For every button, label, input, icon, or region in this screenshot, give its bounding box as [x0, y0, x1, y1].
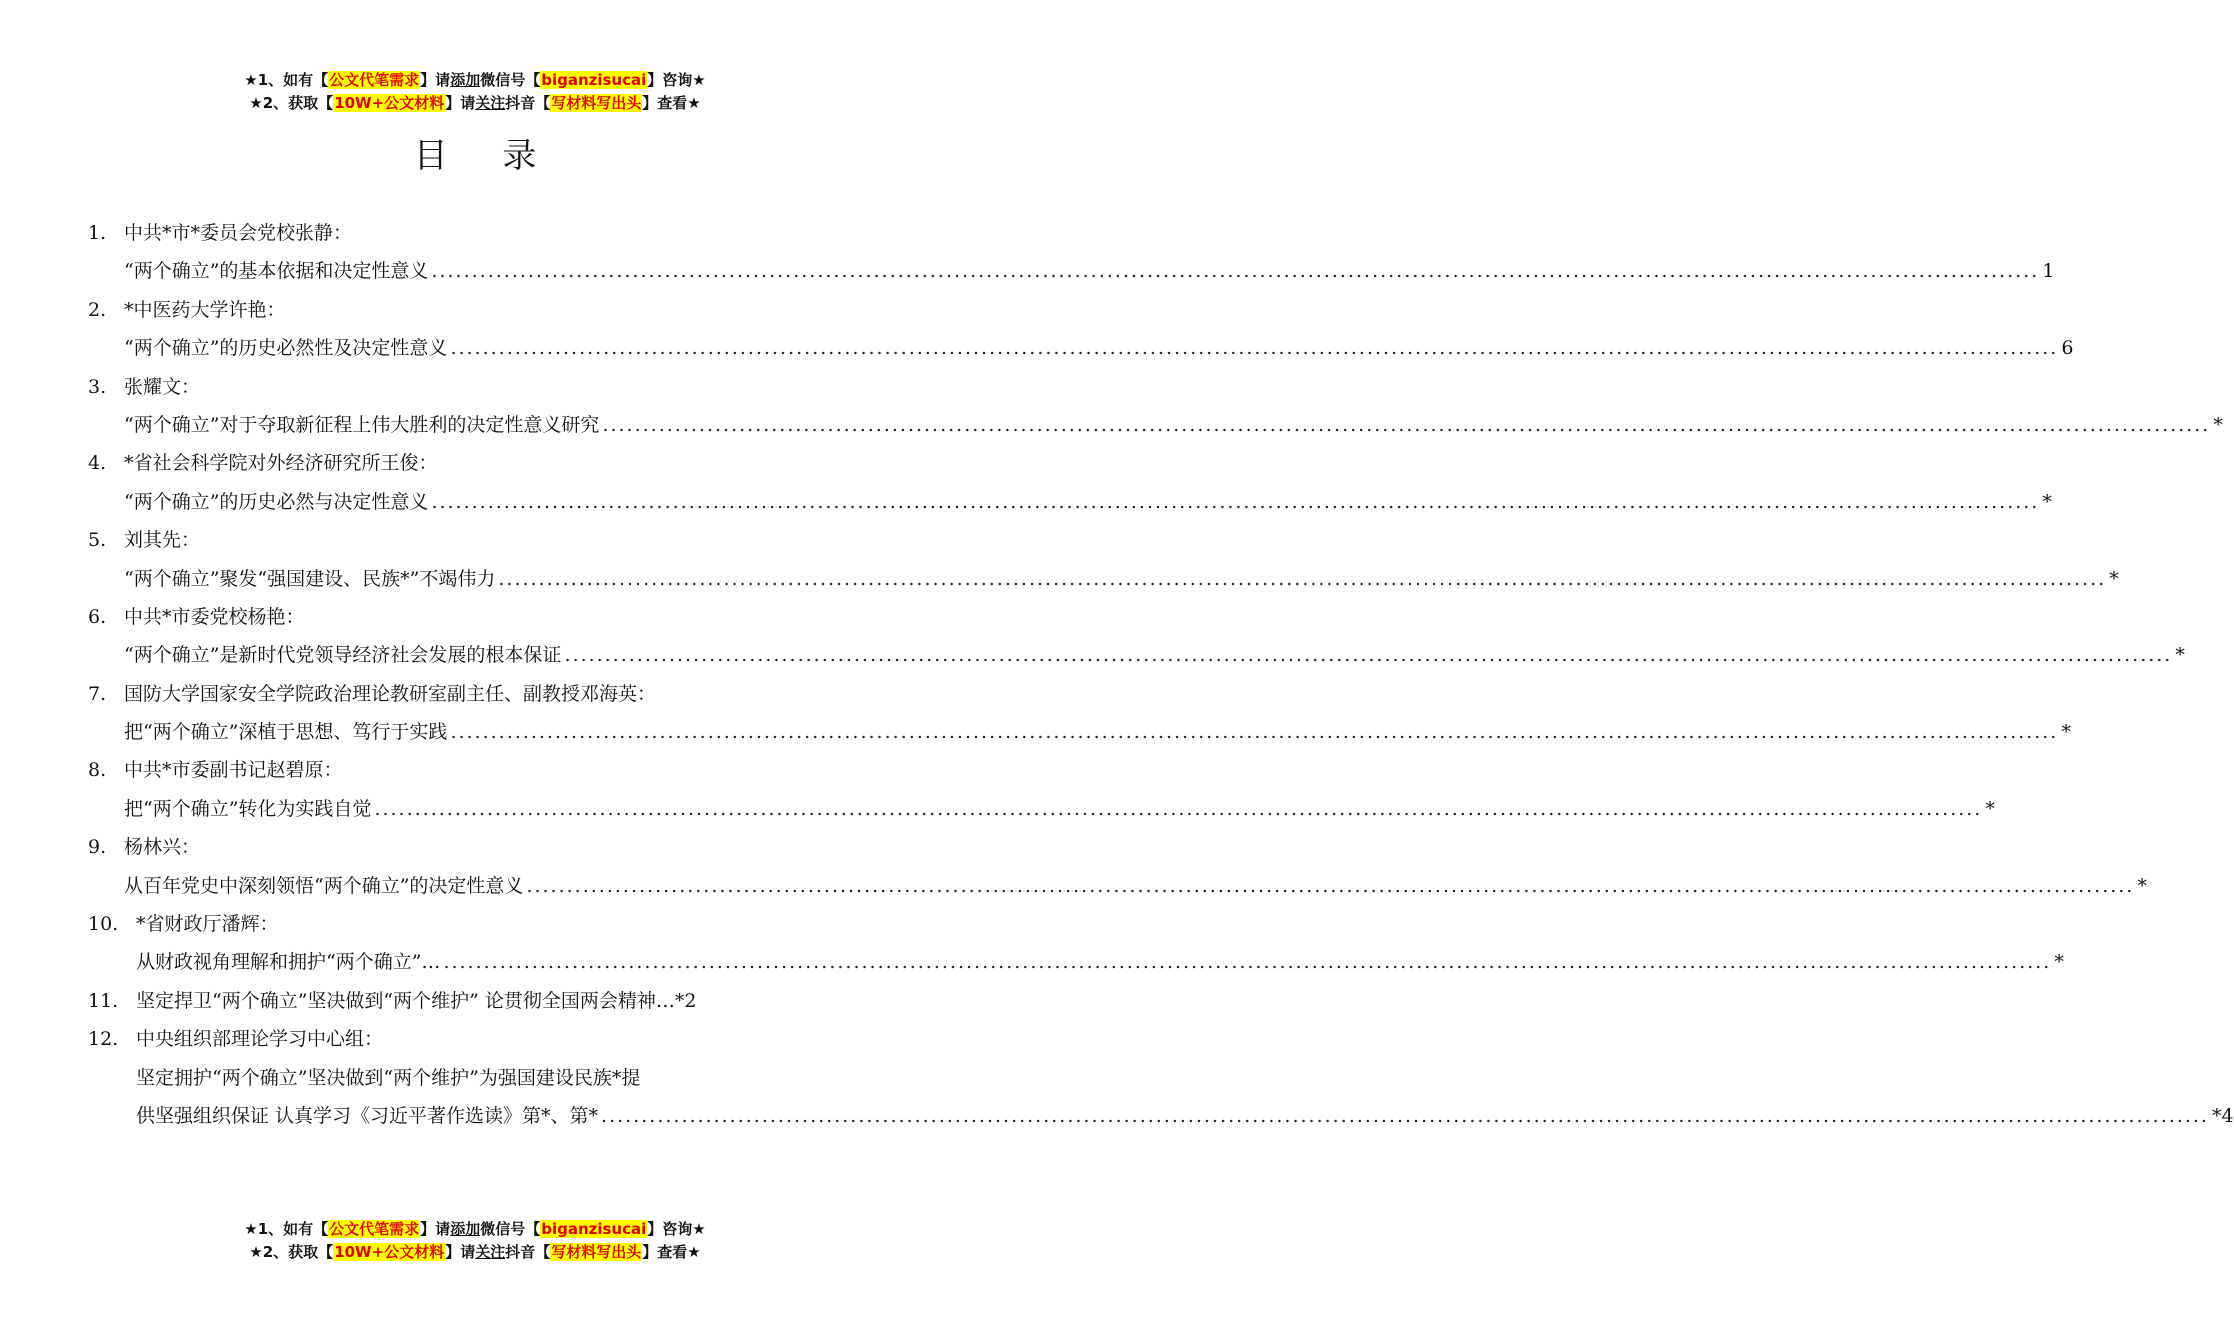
toc-item-12-title-cont[interactable]: 供坚强组织保证 认真学习《习近平著作选读》第*、第* ........................................................................................................................................................................................................ *4 — [88, 1097, 860, 1135]
banner-line-1: ★1、如有【公文代笔需求】请添加微信号【biganzisucai】咨询★ — [244, 1220, 706, 1238]
highlight-douyin: 写材料写出头 — [551, 1243, 642, 1261]
toc-item-4-title[interactable]: “两个确立”的历史必然与决定性意义 ........................................................................................................................................................................................................ * — [88, 483, 860, 521]
toc-item-12-author: 12. 中央组织部理论学习中心组： — [88, 1028, 384, 1051]
leader-dots: ........................................................................................................................................................................................................ — [450, 721, 2059, 744]
top-banner — [0, 69, 950, 115]
toc-item-10-title[interactable]: 从财政视角理解和拥护“两个确立”… ........................................................................................................................................................................................................ * — [88, 943, 860, 981]
leader-dots: ........................................................................................................................................................................................................ — [431, 490, 2040, 513]
leader-dots: ........................................................................................................................................................................................................ — [431, 260, 2040, 283]
highlight-materials: 10W+公文材料 — [334, 1243, 445, 1261]
table-of-contents — [88, 214, 2234, 1135]
banner-line-1: ★1、如有【公文代笔需求】请添加微信号【biganzisucai】咨询★ — [244, 71, 706, 89]
toc-item-11-title[interactable]: 11. 坚定捍卫“两个确立”坚决做到“两个维护” 论贯彻全国两会精神…*2 — [88, 989, 697, 1012]
toc-item-3-author: 3. 张耀文： — [88, 375, 201, 398]
toc-item-7-title[interactable]: 把“两个确立”深植于思想、笃行于实践 ........................................................................................................................................................................................................ * — [88, 713, 860, 751]
toc-item-2-title[interactable]: “两个确立”的历史必然性及决定性意义 ........................................................................................................................................................................................................ 6 — [88, 329, 860, 367]
toc-item-1-author: 1. 中共*市*委员会党校张静： — [88, 222, 353, 244]
toc-item-9-author: 9. 杨林兴： — [88, 836, 201, 859]
star-icon: ★ — [244, 1220, 258, 1238]
highlight-wechat-id: biganzisucai — [541, 71, 647, 89]
leader-dots: ........................................................................................................................................................................................................ — [498, 567, 2107, 590]
toc-item-9-title[interactable]: 从百年党史中深刻领悟“两个确立”的决定性意义 ........................................................................................................................................................................................................ * — [88, 867, 860, 905]
highlight-service: 公文代笔需求 — [329, 1220, 420, 1238]
toc-item-7-author: 7. 国防大学国家安全学院政治理论教研室副主任、副教授邓海英： — [88, 682, 657, 705]
toc-item-10-author: 10. *省财政厅潘辉： — [88, 913, 279, 936]
toc-item-4-author: 4. *省社会科学院对外经济研究所王俊： — [88, 452, 438, 475]
leader-dots: ........................................................................................................................................................................................................ — [526, 874, 2135, 897]
bottom-banner — [0, 1218, 950, 1264]
toc-item-3-title[interactable]: “两个确立”对于夺取新征程上伟大胜利的决定性意义研究 ........................................................................................................................................................................................................ * — [88, 406, 860, 444]
toc-item-8-title[interactable]: 把“两个确立”转化为实践自觉 ........................................................................................................................................................................................................ * — [88, 790, 860, 828]
star-icon: ★ — [244, 71, 258, 89]
star-icon: ★ — [249, 94, 263, 112]
highlight-service: 公文代笔需求 — [329, 71, 420, 89]
toc-item-5-author: 5. 刘其先： — [88, 529, 201, 552]
leader-dots: ........................................................................................................................................................................................................ — [374, 797, 1983, 820]
toc-item-12-title[interactable]: 坚定拥护“两个确立”坚决做到“两个维护”为强国建设民族*提 — [136, 1066, 641, 1089]
leader-dots: ........................................................................................................................................................................................................ — [564, 644, 2173, 667]
toc-item-2-author: 2. *中医药大学许艳： — [88, 298, 286, 321]
toc-item-6-author: 6. 中共*市委党校杨艳： — [88, 605, 305, 628]
toc-item-8-author: 8. 中共*市委副书记赵碧原： — [88, 759, 343, 782]
page-title: 目 录 — [413, 136, 559, 176]
leader-dots: ........................................................................................................................................................................................................ — [601, 1104, 2209, 1127]
leader-dots: ........................................................................................................................................................................................................ — [602, 413, 2211, 436]
banner-line-2: ★2、获取【10W+公文材料】请关注抖音【写材料写出头】查看★ — [249, 1243, 701, 1261]
banner-line-2: ★2、获取【10W+公文材料】请关注抖音【写材料写出头】查看★ — [249, 94, 701, 112]
toc-item-1-title[interactable]: “两个确立”的基本依据和决定性意义 ........................................................................................................................................................................................................ 1 — [88, 252, 860, 290]
leader-dots: ........................................................................................................................................................................................................ — [450, 337, 2059, 360]
highlight-materials: 10W+公文材料 — [334, 94, 445, 112]
highlight-wechat-id: biganzisucai — [541, 1220, 647, 1238]
highlight-douyin: 写材料写出头 — [551, 94, 642, 112]
star-icon: ★ — [249, 1243, 263, 1261]
toc-item-5-title[interactable]: “两个确立”聚发“强国建设、民族*”不竭伟力 ........................................................................................................................................................................................................ * — [88, 560, 860, 598]
toc-item-6-title[interactable]: “两个确立”是新时代党领导经济社会发展的根本保证 ........................................................................................................................................................................................................ * — [88, 636, 860, 674]
leader-dots: ........................................................................................................................................................................................................ — [443, 951, 2052, 974]
